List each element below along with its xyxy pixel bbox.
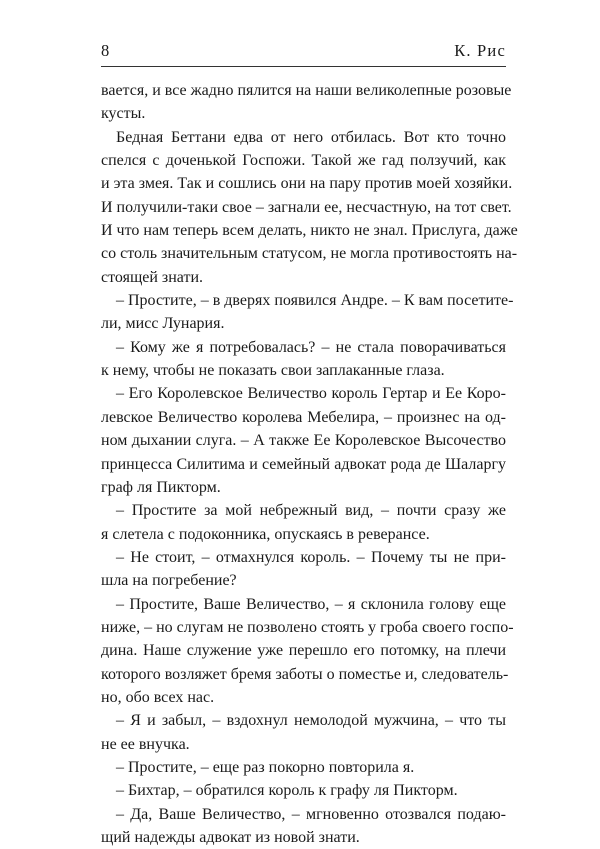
text-line: спелся с доченькой Госпожи. Такой же гад ползучий, как [101, 152, 506, 170]
text-line: – Его Королевское Величество король Гертар и Ее Коро- [116, 385, 506, 403]
text-line: – Простите за мой небрежный вид, – почти сразу же [116, 502, 506, 520]
running-head [101, 40, 506, 64]
text-line: – Кому же я потребовалась? – не стала поворачиваться [116, 338, 506, 356]
text-line: – Не стоит, – отмахнулся король. – Почему ты не при- [116, 548, 506, 566]
text-line: И получили-таки свое – загнали ее, несчастную, на тот свет. [101, 198, 512, 216]
text-line: – Да, Ваше Величество, – мгновенно отозвался подаю- [116, 805, 506, 823]
text-line: кусты. [101, 105, 146, 123]
text-line: левское Величество королева Мебелира, – произнес на од- [101, 408, 506, 426]
text-line: И что нам теперь всем делать, никто не знал. Прислуга, даже [101, 222, 518, 240]
text-line: – Простите, Ваше Величество, – я склонила голову еще [116, 595, 506, 613]
text-line: ном дыхании слуга. – А также Ее Королевское Высочество [101, 432, 506, 450]
text-line: дина. Наше служение уже перешло его потомку, на плечи [101, 642, 506, 660]
text-line: шла на погребение? [101, 572, 237, 590]
text-line: вается, и все жадно пялится на наши великолепные розовые [101, 82, 512, 99]
text-line: – Простите, – в дверях появился Андре. – К вам посетите- [116, 292, 514, 310]
text-line: к нему, чтобы не показать свои заплаканные глаза. [101, 362, 445, 380]
text-line: я слетела с подоконника, опускаясь в реверансе. [101, 525, 430, 543]
text-line: – Я и забыл, – вздохнул немолодой мужчина, – что ты [116, 712, 506, 730]
book-author: К. Рис [454, 41, 506, 60]
page-number: 8 [101, 41, 110, 60]
text-line: стоящей знати. [101, 268, 204, 286]
text-line: и эта змея. Так и сошлись они на пару против моей хозяйки. [101, 175, 513, 193]
text-line: щий надежды адвокат из новой знати. [101, 829, 360, 846]
text-line: граф ля Пикторм. [101, 478, 221, 496]
text-line: Бедная Беттани едва от него отбилась. Вот кто точно [116, 128, 506, 146]
text-line: со столь значительным статусом, не могла противостоять на- [101, 245, 518, 263]
text-line: не ее внучка. [101, 735, 190, 753]
text-line: ли, мисс Лунария. [101, 315, 225, 333]
text-line: – Бихтар, – обратился король к графу ля Пикторм. [116, 782, 458, 800]
text-line: которого возляжет бремя заботы о поместье и, следователь- [101, 665, 509, 683]
text-line: но, обо всех нас. [101, 688, 215, 706]
text-line: ниже, – но слугам не позволено стоять у гроба своего госпо- [101, 618, 514, 636]
header-rule [101, 66, 506, 67]
text-line: – Простите, – еще раз покорно повторила я. [116, 758, 415, 776]
body-text [101, 79, 518, 849]
text-line: принцесса Силитима и семейный адвокат рода де Шаларгу [101, 455, 506, 473]
